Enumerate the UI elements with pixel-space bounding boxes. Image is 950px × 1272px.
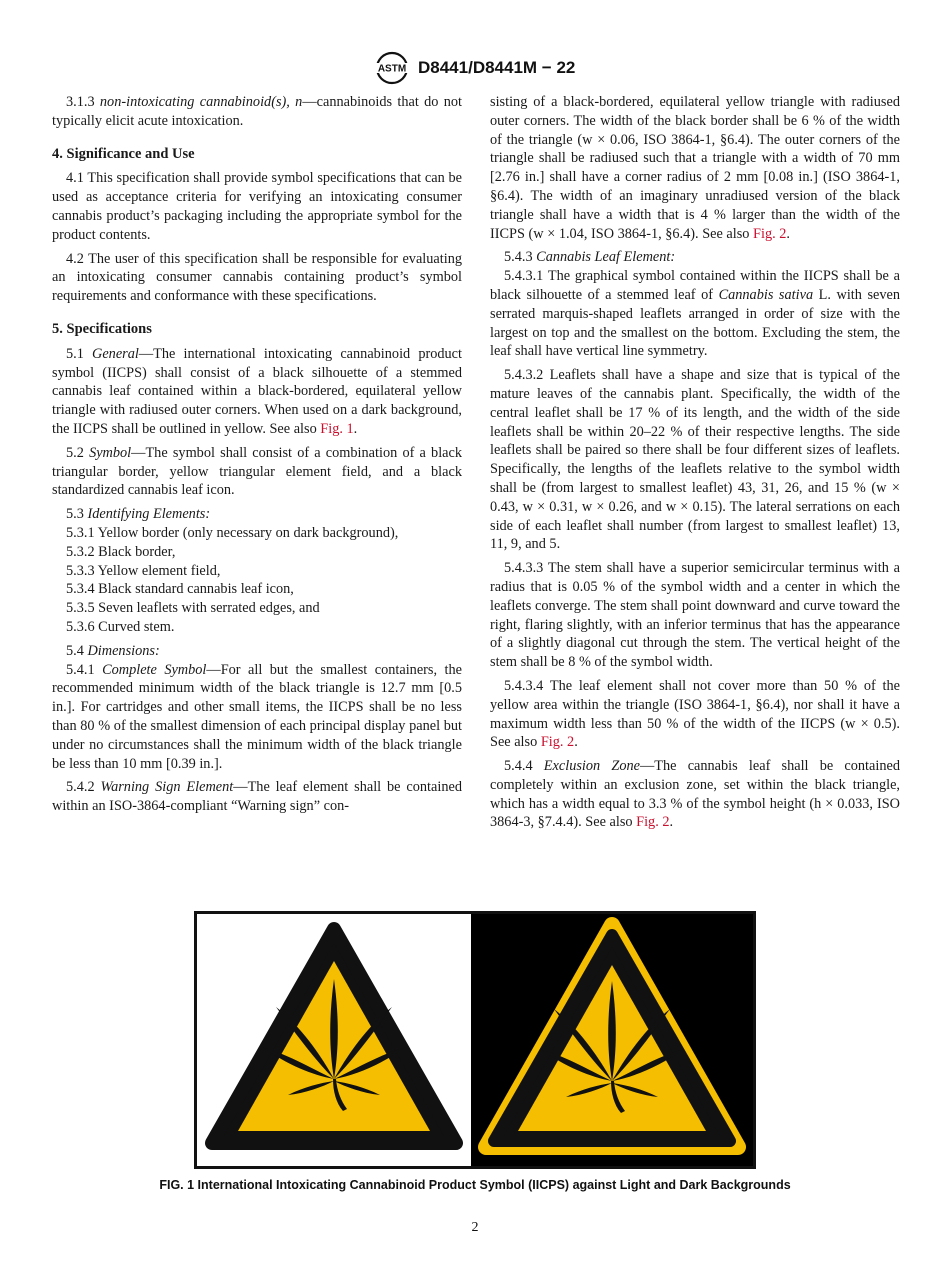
definition-3-1-3: 3.1.3 non-intoxicating cannabinoid(s), n—cannabinoids that do not typically elicit acute intoxication. (52, 94, 462, 129)
figure-caption: FIG. 1 International Intoxicating Cannabinoid Product Symbol (IICPS) against Light and Dark Backgrounds (159, 1178, 791, 1192)
list-item: 5.3.2 Black border, (66, 543, 176, 560)
list-item: 5.3.6 Curved stem. (66, 618, 175, 635)
section-heading-5: 5. Specifications (52, 320, 152, 337)
paragraph-5-4-4: 5.4.4 Exclusion Zone—The cannabis leaf shall be contained completely within an exclusion zone, set within the black triangle, which has a width equal to 3.3 % of the symbol height (h × 0.033, ISO 3864-3, §7.4.4). See also Fig. 2. (490, 758, 900, 831)
paragraph-5-4: 5.4 Dimensions: (66, 642, 160, 659)
list-item: 5.3.4 Black standard cannabis leaf icon, (66, 581, 294, 598)
right-column (490, 93, 900, 837)
figure-1-iicps-symbols (194, 911, 756, 1169)
paragraph-5-4-3-3: 5.4.3.3 The stem shall have a superior semicircular terminus with a radius that is 0.05 % of the symbol width and a center in which the leaflets converge. The stem shall point downward and curve toward the right, flaring slightly, with an inferior terminus that has the appearance of a slightly diagonal cut through the stem. The vertical height of the stem shall be 8 % of the symbol width. (490, 560, 900, 671)
fig-1-link[interactable]: Fig. 1 (320, 420, 354, 437)
list-item: 5.3.3 Yellow element field, (66, 562, 221, 579)
page-number: 2 (471, 1220, 479, 1235)
left-column (52, 93, 462, 821)
paragraph-4-2: 4.2 The user of this specification shall be responsible for evaluating an intoxicating consumer cannabis containing product’s symbol requirements and conformance with these specifications. (52, 250, 462, 305)
paragraph-5-4-3-1: 5.4.3.1 The graphical symbol contained within the IICPS shall be a black silhouette of a stemmed leaf of Cannabis sativa L. with seven serrated marquis-shaped leaflets arranged in order of size with the largest on top and the smallest on the bottom. Excluding the stem, the leaf shall have vertical line symmetry. (490, 268, 901, 360)
list-item: 5.3.5 Seven leaflets with serrated edges, and (66, 600, 320, 617)
standard-designation: D8441/D8441M − 22 (418, 58, 576, 77)
fig-2-link[interactable]: Fig. 2 (636, 814, 670, 831)
svg-text:ASTM: ASTM (377, 63, 407, 75)
paragraph-5-4-2-continued: sisting of a black-bordered, equilateral yellow triangle with radiused outer corners. The width of the black border shall be 6 % of the width of the triangle (w × 0.06, ISO 3864-1, §6.4). The outer corners of the triangle shall be radiused such that a triangle with a width of 70 mm [2.76 in.] shall have a corner radius of 2 mm [0.08 in.] (ISO 3864-1, §6.4). The width of an imaginary unradiused version of the black triangle shall have a width that is 4 % larger than the width of the IICPS (w × 1.04, ISO 3864-1, §6.4). See also Fig. 2. (490, 94, 900, 242)
page-header (0, 50, 950, 86)
paragraph-5-4-3-4: 5.4.3.4 The leaf element shall not cover more than 50 % of the yellow area within the triangle (ISO 3864-1, §6.4), nor shall it have a maximum width less than 50 % of the width of the IICPS (w × 0.5). See also Fig. 2. (490, 677, 900, 751)
fig-2-link[interactable]: Fig. 2 (540, 734, 575, 751)
list-item: 5.3.1 Yellow border (only necessary on dark background), (66, 524, 399, 541)
section-heading-4: 4. Significance and Use (52, 145, 195, 162)
paragraph-5-4-3: 5.4.3 Cannabis Leaf Element: (504, 249, 676, 266)
paragraph-5-4-3-2: 5.4.3.2 Leaflets shall have a shape and size that is typical of the mature leaves of the cannabis plant. Specifically, the width of the central leaflet shall be 17 % of its length, and the width of the side leaflets shall be within 20–22 % of their respective lengths. The side leaflets shall be paired so there shall be four different sizes of leaflets. Specifically, the lengths of the leaflets relative to the symbol width shall be (from largest to smallest leaflet) 43, 31, 26, and 15 % (w × 0.43, w × 0.31, w × 0.26, and w × 0.15). The lateral serrations on each side of each leaflet shall number (from largest to smallest leaflet) 13, 11, 9, and 5. (490, 367, 900, 553)
paragraph-5-2: 5.2 Symbol—The symbol shall consist of a combination of a black triangular border, yellow triangular element field, and a black standardized cannabis leaf icon. (52, 444, 463, 499)
paragraph-5-4-1: 5.4.1 Complete Symbol—For all but the smallest containers, the recommended minimum width of the black triangle is 12.7 mm [0.5 in.]. For cartridges and other small items, the IICPS shall be no less than 80 % of the smallest dimension of each principal display panel but under no circumstances shall the minimum width of the black triangle be less than 10 mm [0.39 in.]. (52, 661, 462, 772)
paragraph-5-3: 5.3 Identifying Elements: (66, 506, 211, 523)
paragraph-4-1: 4.1 This specification shall provide symbol specifications that can be used as acceptance criteria for verifying an intoxicating consumer cannabis product’s packaging including the appropriate symbol for the product contents. (52, 170, 462, 243)
fig-2-link[interactable]: Fig. 2 (753, 225, 787, 242)
astm-logo-icon (372, 50, 412, 86)
paragraph-5-1: 5.1 General—The international intoxicating cannabinoid product symbol (IICPS) shall consist of a black silhouette of a stemmed cannabis leaf contained within a black-bordered, equilateral yellow triangle with radiused outer corners. When used on a dark background, the IICPS shall be outlined in yellow. See also Fig. 1. (52, 345, 462, 437)
paragraph-5-4-2: 5.4.2 Warning Sign Element—The leaf element shall be contained within an ISO-3864-compliant “Warning sign” con- (52, 779, 462, 815)
